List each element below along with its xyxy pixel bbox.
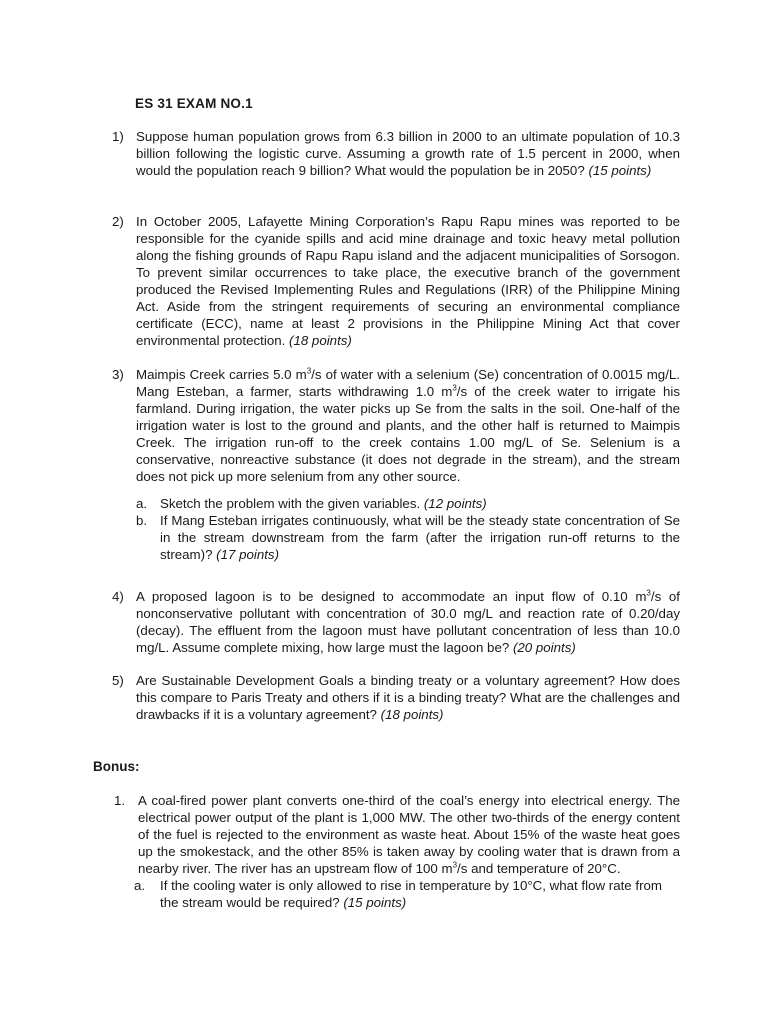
- question-body: [138, 792, 680, 877]
- sub-question-a: [136, 495, 680, 512]
- superscript: 3: [452, 860, 458, 870]
- question-text: /s and temperature of 20°C.: [457, 861, 621, 876]
- question-text: /s of nonconservative pollutant with concentration of 30.0 mg/L and reaction rate of 0.20/day (decay). The effluent from the lagoon must have pollutant concentration of less than 10.0 mg/L. Assume complete mixing, how large must the lagoon be?: [136, 589, 680, 655]
- sub-question-points: (15 points): [343, 895, 407, 910]
- sub-question-points: (17 points): [216, 547, 279, 562]
- question-points: (18 points): [380, 707, 444, 722]
- question-5: [112, 672, 680, 723]
- question-body: [136, 672, 680, 723]
- bonus-question-1: [114, 792, 680, 911]
- superscript: 3: [452, 383, 457, 393]
- superscript: 3: [306, 366, 312, 376]
- question-2: [112, 213, 680, 349]
- question-number: 5): [112, 673, 124, 688]
- bonus-sub-question-a: [134, 877, 680, 911]
- question-text: A proposed lagoon is to be designed to accommodate an input flow of 0.10 m: [136, 589, 647, 604]
- question-text: /s of the creek water to irrigate his farmland. During irrigation, the water picks up Se from the salts in the soil. One-half of the irrigation water is lost to the ground and plants, and the other half is returned to Maimpis Creek. The irrigation run-off to the creek contains 1.00 mg/L of Se. Selenium is a conservative, nonreactive substance (it does not degrade in the stream), and the stream does not pick up more selenium from any other source.: [136, 384, 680, 484]
- question-points: (15 points): [588, 163, 652, 178]
- question-4: [112, 588, 680, 656]
- question-body: [136, 213, 680, 349]
- superscript: 3: [646, 588, 651, 598]
- question-number: 1): [112, 129, 124, 144]
- question-number: 3): [112, 367, 124, 382]
- question-points: (18 points): [289, 333, 352, 348]
- sub-question-b: [136, 512, 680, 563]
- question-text: Maimpis Creek carries 5.0 m: [136, 367, 307, 382]
- question-body: [136, 588, 680, 656]
- sub-question-letter: a.: [134, 878, 146, 893]
- bonus-heading: Bonus:: [93, 759, 140, 774]
- question-body: [136, 366, 680, 485]
- sub-question-text: If Mang Esteban irrigates continuously, what will be the steady state concentration of Se in the stream downstream from the farm (after the irrigation run-off returns to the stream)?: [160, 513, 680, 562]
- question-text: /s of water with a selenium (Se) concentration of 0.0015 mg/L. Mang Esteban, a farmer, starts withdrawing 1.0 m: [136, 367, 680, 399]
- question-1: [112, 128, 680, 179]
- question-body: [136, 128, 680, 179]
- sub-question-points: (12 points): [423, 496, 487, 511]
- sub-question-text: If the cooling water is only allowed to rise in temperature by 10°C, what flow rate from the stream would be required?: [160, 878, 662, 910]
- sub-question-list: [136, 495, 680, 563]
- question-3: [112, 366, 680, 563]
- sub-question-text: Sketch the problem with the given variables.: [160, 496, 421, 511]
- question-text: Are Sustainable Development Goals a binding treaty or a voluntary agreement? How does this compare to Paris Treaty and others if it is a binding treaty? What are the challenges and drawbacks if it is a voluntary agreement?: [136, 673, 680, 722]
- question-number: 1.: [114, 793, 126, 808]
- question-number: 2): [112, 214, 124, 229]
- exam-title: ES 31 EXAM NO.1: [135, 96, 253, 111]
- sub-question-letter: a.: [136, 496, 148, 511]
- question-text: In October 2005, Lafayette Mining Corporation’s Rapu Rapu mines was reported to be responsible for the cyanide spills and acid mine drainage and toxic heavy metal pollution along the fishing grounds of Rapu Rapu island and the adjacent municipalities of Sorsogon. To prevent similar occurrences to take place, the executive branch of the government produced the Revised Implementing Rules and Regulations (IRR) of the Philippine Mining Act. Aside from the stringent requirements of securing an environmental compliance certificate (ECC), name at least 2 provisions in the Philippine Mining Act that cover environmental protection.: [136, 214, 680, 348]
- sub-question-letter: b.: [136, 513, 148, 528]
- question-text: Suppose human population grows from 6.3 billion in 2000 to an ultimate population of 10.3 billion following the logistic curve. Assuming a growth rate of 1.5 percent in 2000, when would the population reach 9 billion? What would the population be in 2050?: [136, 129, 680, 178]
- question-points: (20 points): [512, 640, 576, 655]
- question-text: A coal-fired power plant converts one-third of the coal’s energy into electrical energy. The electrical power output of the plant is 1,000 MW. The other two-thirds of the energy content of the fuel is rejected to the environment as waste heat. About 15% of the waste heat goes up the smokestack, and the other 85% is taken away by cooling water that is drawn from a nearby river. The river has an upstream flow of 100 m: [138, 793, 680, 876]
- question-number: 4): [112, 589, 124, 604]
